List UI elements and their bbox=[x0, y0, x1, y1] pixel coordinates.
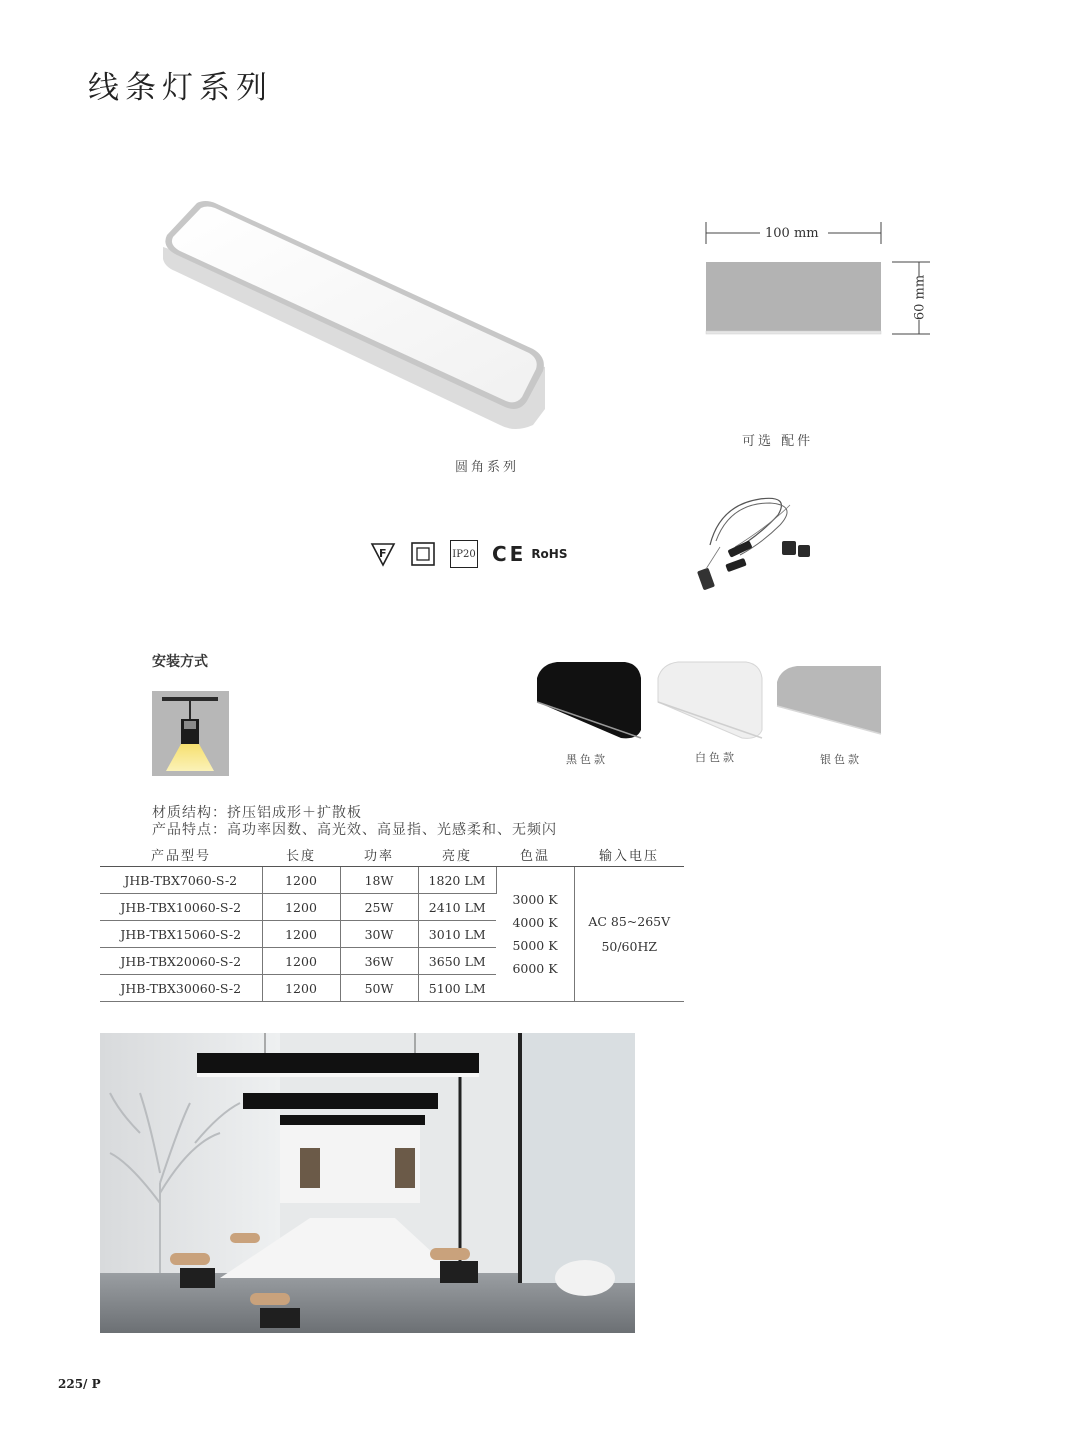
voltage-range: AC 85~265V bbox=[588, 914, 671, 929]
cell-power: 50W bbox=[340, 975, 418, 1002]
header-lumen: 亮度 bbox=[418, 842, 496, 867]
product-image bbox=[155, 195, 555, 435]
pendant-install-icon bbox=[152, 691, 229, 776]
cell-model: JHB-TBX15060-S-2 bbox=[100, 921, 262, 948]
cell-model: JHB-TBX7060-S-2 bbox=[100, 867, 262, 894]
header-color-temp: 色温 bbox=[496, 842, 574, 867]
black-variant-image bbox=[533, 658, 645, 744]
dimension-drawing bbox=[700, 218, 940, 343]
suspension-cable-image bbox=[690, 485, 830, 595]
material-spec: 材质结构：挤压铝成形＋扩散板 bbox=[152, 805, 362, 821]
cell-length: 1200 bbox=[262, 975, 340, 1002]
table-header-row bbox=[100, 842, 684, 867]
cell-lumen: 1820 LM bbox=[418, 867, 496, 894]
series-caption: 圆角系列 bbox=[455, 460, 520, 475]
spec-table bbox=[100, 842, 684, 1002]
cell-length: 1200 bbox=[262, 867, 340, 894]
cell-lumen: 3650 LM bbox=[418, 948, 496, 975]
cell-model: JHB-TBX30060-S-2 bbox=[100, 975, 262, 1002]
double-insulation-icon bbox=[410, 541, 436, 567]
height-dimension-label: 60 mm bbox=[912, 274, 928, 321]
cell-power: 18W bbox=[340, 867, 418, 894]
table-row bbox=[100, 867, 684, 894]
cell-lumen: 3010 LM bbox=[418, 921, 496, 948]
installation-heading: 安装方式 bbox=[152, 654, 208, 670]
cell-voltage bbox=[574, 867, 684, 1002]
accessory-caption: 可选 配件 bbox=[742, 434, 814, 449]
cell-color-temps bbox=[496, 867, 574, 1002]
header-length: 长度 bbox=[262, 842, 340, 867]
ce-mark: C E bbox=[492, 542, 522, 566]
header-power: 功率 bbox=[340, 842, 418, 867]
cell-length: 1200 bbox=[262, 948, 340, 975]
silver-variant-image bbox=[773, 662, 883, 748]
cell-lumen: 5100 LM bbox=[418, 975, 496, 1002]
header-voltage: 输入电压 bbox=[574, 842, 684, 867]
color-temp-value: 3000 K bbox=[512, 892, 558, 907]
rohs-mark: RoHS bbox=[531, 547, 568, 561]
meeting-room-photo bbox=[100, 1033, 635, 1333]
voltage-frequency: 50/60HZ bbox=[601, 939, 658, 954]
variant-label-black: 黑色款 bbox=[566, 753, 608, 766]
color-temp-value: 5000 K bbox=[512, 938, 558, 953]
cell-power: 30W bbox=[340, 921, 418, 948]
header-model: 产品型号 bbox=[100, 842, 262, 867]
f-mark-icon bbox=[370, 541, 396, 567]
white-variant-image bbox=[654, 658, 766, 744]
cell-model: JHB-TBX10060-S-2 bbox=[100, 894, 262, 921]
cell-power: 36W bbox=[340, 948, 418, 975]
page-number: 225/ P bbox=[58, 1377, 101, 1391]
cell-length: 1200 bbox=[262, 921, 340, 948]
feature-spec: 产品特点：高功率因数、高光效、高显指、光感柔和、无频闪 bbox=[152, 822, 557, 838]
svg-text:F: F bbox=[379, 547, 387, 560]
certification-icons bbox=[370, 540, 567, 568]
width-dimension-label: 100 mm bbox=[765, 226, 819, 241]
color-temp-value: 6000 K bbox=[512, 961, 558, 976]
color-temp-value: 4000 K bbox=[512, 915, 558, 930]
cell-power: 25W bbox=[340, 894, 418, 921]
variant-label-white: 白色款 bbox=[695, 751, 737, 764]
cell-length: 1200 bbox=[262, 894, 340, 921]
ip-rating-badge: IP20 bbox=[450, 540, 478, 568]
variant-label-silver: 银色款 bbox=[820, 753, 862, 766]
page-title: 线条灯系列 bbox=[88, 70, 273, 106]
cell-model: JHB-TBX20060-S-2 bbox=[100, 948, 262, 975]
cell-lumen: 2410 LM bbox=[418, 894, 496, 921]
